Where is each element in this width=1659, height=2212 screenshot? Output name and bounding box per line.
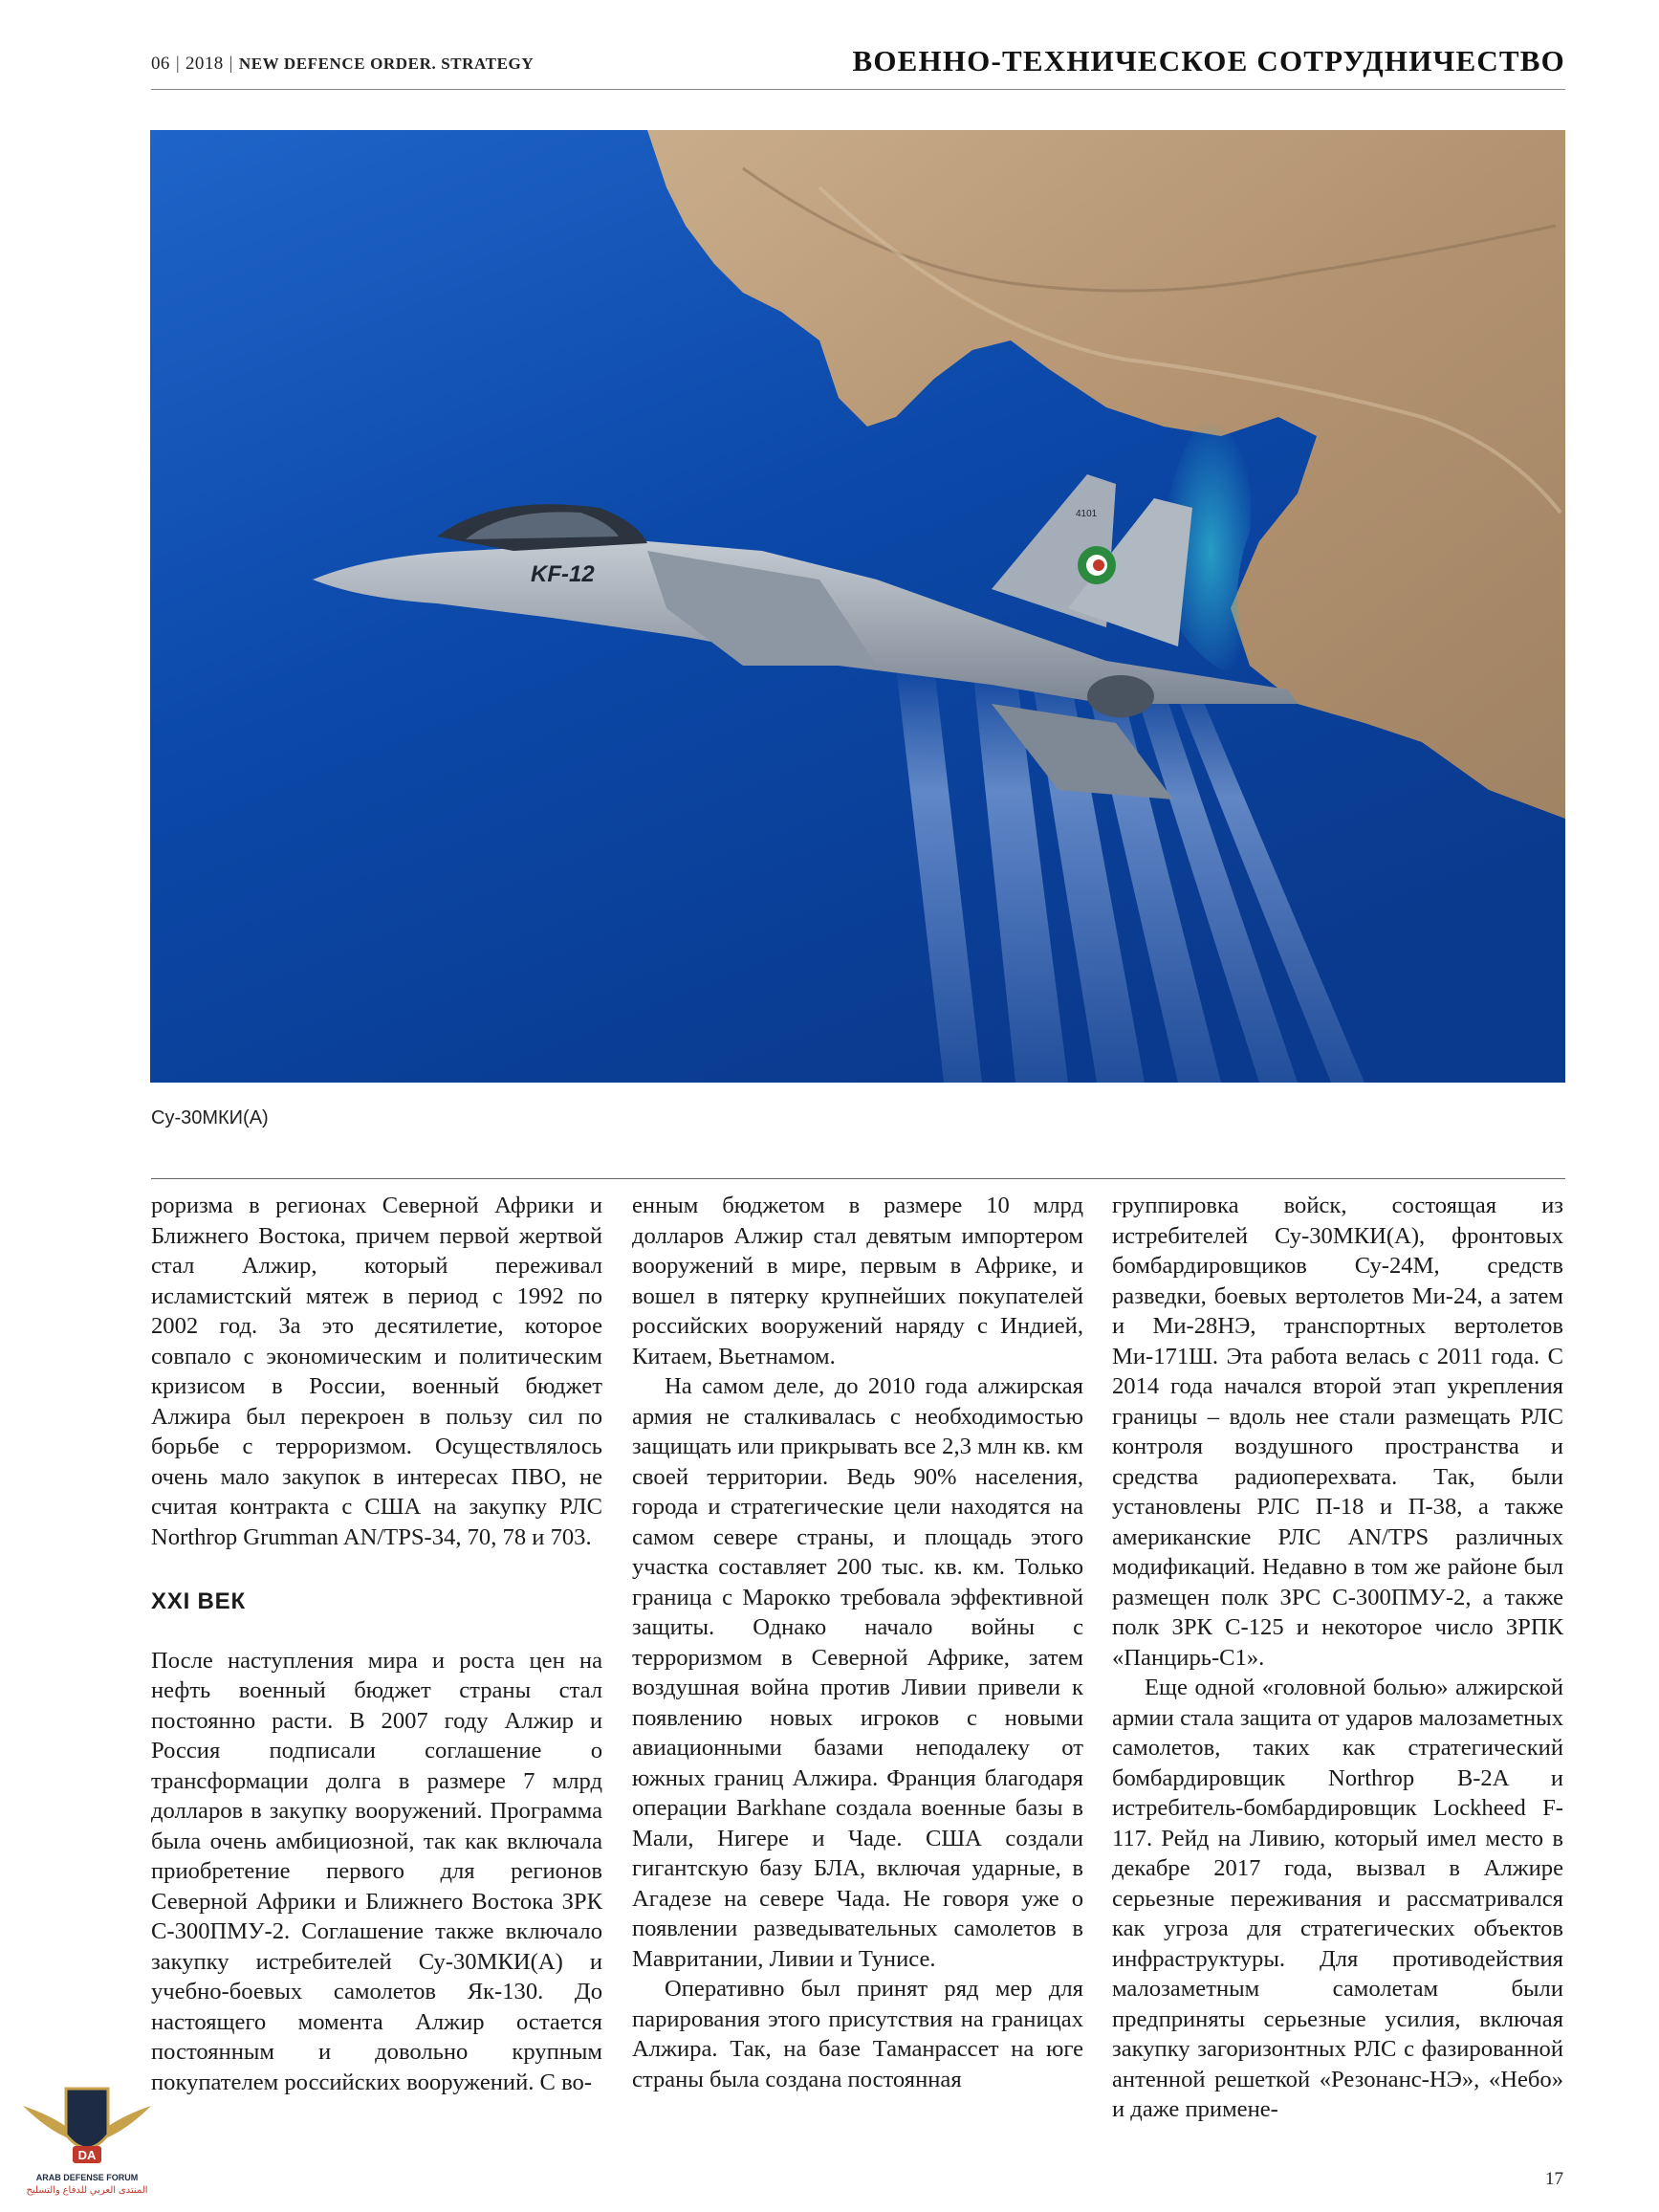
- paragraph: группировка войск, состоящая из истребителей Су-30МКИ(А), фронтовых бомбардировщиков Су-24М, средств разведки, боевых вертолетов Ми-24, а затем и Ми-28НЭ, транспортных вертолетов Ми-171Ш. Эта работа велась с 2011 года. С 2014 года начался второй этап укрепления границы – вдоль нее стали размещать РЛС контроля воздушного пространства и средства радиоперехвата. Так, были установлены РЛС П-18 и П-38, а также американские РЛС AN/TPS различных модификаций. Недавно в том же районе был размещен полк ЗРС С-300ПМУ-2, а также полк ЗРК С-125 и некоторое число ЗРПК «Панцирь-С1».: [1112, 1193, 1563, 1671]
- forum-watermark-logo: [13, 2077, 161, 2206]
- article-column-1: [151, 1191, 602, 2097]
- paragraph: После наступления мира и роста цен на нефть военный бюджет страны стал постоянно расти. В 2007 году Алжир и Россия подписали соглашение о трансформации долга в размере 7 млрд долларов в закупку вооружений. Программа была очень амбициозной, так как включала приобретение первого для регионов Северной Африки и Ближнего Востока ЗРК С-300ПМУ-2. Соглашение также включало закупку истребителей Су-30МКИ(А) и учебно-боевых самолетов Як-130. До настоящего момента Алжир остается постоянным и довольно крупным покупателем российских вооружений. С во-: [151, 1647, 602, 2095]
- shield-wings-icon: [13, 2077, 161, 2173]
- paragraph: На самом деле, до 2010 года алжирская армия не сталкивалась с необходимостью защищать или прикрывать все 2,3 млн кв. км своей территории. Ведь 90% населения, города и стратегические цели находятся на самом севере страны, и площадь этого участка составляет 200 тыс. кв. км. Только граница с Марокко требовала эффективной защиты. Однако начало войны с терроризмом в Северной Африке, затем воздушная война против Ливии привели к появлению новых игроков с новыми авиационными базами неподалеку от южных границ Алжира. Франция благодаря операции Barkhane создала военные базы в Мали, Нигере и Чаде. США создали гигантскую базу БЛА, включая ударные, в Агадезе на севере Чада. Не говоря уже о появлении разведывательных самолетов в Мавритании, Ливии и Тунисе.: [632, 1373, 1083, 1972]
- aircraft-photo-illustration: [150, 130, 1565, 1083]
- paragraph: Оперативно был принят ряд мер для парирования этого присутствия на границах Алжира. Так, на базе Таманрассет на юге страны была создана постоянная: [632, 1976, 1083, 2092]
- page-label: 06: [151, 54, 170, 74]
- aircraft-code-marking: KF-12: [531, 561, 595, 587]
- header-divider: [151, 89, 1565, 90]
- watermark-badge-text: DA: [77, 2148, 97, 2162]
- header-separator: |: [229, 54, 233, 74]
- running-header: [151, 54, 534, 75]
- body-divider: [151, 1178, 1565, 1179]
- aircraft-photo: [150, 130, 1565, 1083]
- paragraph: Еще одной «головной болью» алжирской армии стала защита от ударов малозаметных самолетов, таких как стратегический бомбардировщик Northrop B-2A и истребитель-бомбардировщик Lockheed F-117. Рейд на Ливию, который имел место в декабре 2017 года, вызвал в Алжире серьезные переживания и рассматривался как угроза для стратегических объектов инфраструктуры. Для противодействия малозаметным самолетам были предприняты серьезные усилия, включая закупку загоризонтных РЛС с фазированной антенной решеткой «Резонанс-НЭ», «Небо» и даже примене-: [1112, 1675, 1563, 2122]
- tail-number-marking: 4101: [1076, 509, 1098, 519]
- article-column-2: [632, 1191, 1083, 2094]
- page-number: 17: [1545, 2169, 1563, 2189]
- photo-caption: Су-30МКИ(А): [151, 1107, 269, 1128]
- section-title: ВОЕННО-ТЕХНИЧЕСКОЕ СОТРУДНИЧЕСТВО: [852, 44, 1565, 77]
- paragraph: роризма в регионах Северной Африки и Ближнего Востока, причем первой жертвой стал Алжир, который переживал исламистский мятеж в период с 1992 по 2002 год. За это десятилетие, которое совпало с экономическим и политическим кризисом в России, военный бюджет Алжира был перекроен в пользу сил по борьбе с терроризмом. Осуществлялось очень мало закупок в интересах ПВО, не считая контракта с США на закупку РЛС Northrop Grumman AN/TPS-34, 70, 78 и 703.: [151, 1193, 602, 1550]
- article-column-3: [1112, 1191, 1563, 2125]
- header-year: 2018: [186, 54, 224, 74]
- paragraph: енным бюджетом в размере 10 млрд долларов Алжир стал девятым импортером вооружений в мире, первым в Африке, и вошел в пятерку крупнейших покупателей российских вооружений наряду с Индией, Китаем, Вьетнамом.: [632, 1193, 1083, 1369]
- journal-title: NEW DEFENCE ORDER. STRATEGY: [238, 55, 535, 73]
- subheading: XXI ВЕК: [151, 1588, 246, 1614]
- watermark-name: ARAB DEFENSE FORUM: [35, 2173, 139, 2182]
- watermark-arabic: المنتدى العربي للدفاع والتسليح: [26, 2185, 148, 2196]
- header-separator: |: [175, 54, 181, 74]
